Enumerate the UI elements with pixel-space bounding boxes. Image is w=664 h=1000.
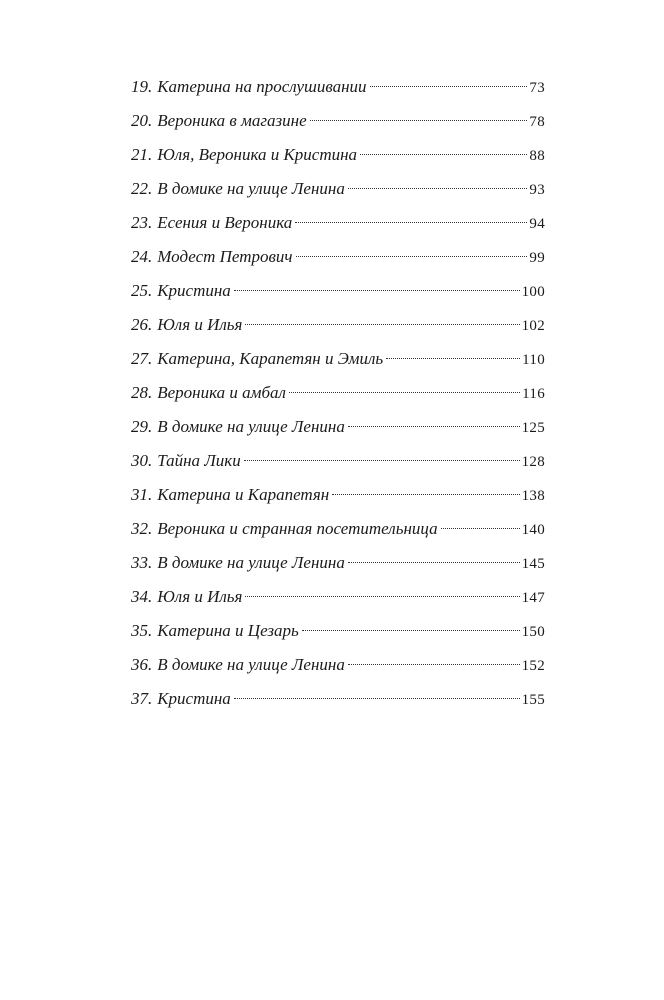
page-number: 128 (521, 454, 545, 470)
dot-leader (348, 562, 520, 563)
dot-leader (245, 596, 519, 597)
chapter-title: В домике на улице Ленина (157, 179, 345, 198)
chapter-number: 22. (131, 179, 153, 198)
page-number: 94 (529, 216, 545, 232)
chapter-title: Катерина, Карапетян и Эмиль (157, 349, 384, 368)
chapter-number: 24. (131, 247, 153, 266)
chapter-title: Вероника и странная посетительница (157, 519, 438, 538)
page-number: 155 (521, 692, 545, 708)
toc-entry-36[interactable] (131, 648, 545, 682)
toc-entry-33[interactable] (131, 546, 545, 580)
dot-leader (386, 358, 520, 359)
chapter-number: 36. (131, 655, 153, 674)
chapter-number: 25. (131, 281, 153, 300)
chapter-title: Кристина (157, 281, 231, 300)
chapter-number: 34. (131, 587, 153, 606)
chapter-number: 28. (131, 383, 153, 402)
toc-entry-21[interactable] (131, 138, 545, 172)
chapter-title: Юля и Илья (157, 315, 243, 334)
dot-leader (234, 698, 520, 699)
dot-leader (348, 664, 520, 665)
chapter-number: 33. (131, 553, 153, 572)
chapter-number: 20. (131, 111, 153, 130)
dot-leader (234, 290, 520, 291)
chapter-title: В домике на улице Ленина (157, 553, 345, 572)
toc-entry-29[interactable] (131, 410, 545, 444)
toc-entry-20[interactable] (131, 104, 545, 138)
toc-entry-31[interactable] (131, 478, 545, 512)
toc-entry-35[interactable] (131, 614, 545, 648)
page-number: 138 (521, 488, 545, 504)
page-number: 140 (521, 522, 545, 538)
page-number: 147 (521, 590, 545, 606)
chapter-title: Катерина и Карапетян (157, 485, 330, 504)
page-number: 99 (529, 250, 545, 266)
chapter-title: Тайна Лики (157, 451, 241, 470)
chapter-title: Юля и Илья (157, 587, 243, 606)
chapter-number: 30. (131, 451, 153, 470)
chapter-title: Есения и Вероника (157, 213, 293, 232)
chapter-number: 26. (131, 315, 153, 334)
chapter-number: 23. (131, 213, 153, 232)
dot-leader (302, 630, 520, 631)
page-number: 110 (522, 352, 545, 368)
page-number: 100 (521, 284, 545, 300)
chapter-title: В домике на улице Ленина (157, 417, 345, 436)
dot-leader (348, 426, 520, 427)
chapter-title: Кристина (157, 689, 231, 708)
toc-entry-37[interactable] (131, 682, 545, 716)
page-number: 93 (529, 182, 545, 198)
dot-leader (295, 222, 527, 223)
toc-entry-32[interactable] (131, 512, 545, 546)
dot-leader (332, 494, 519, 495)
dot-leader (310, 120, 528, 121)
chapter-title: Вероника в магазине (157, 111, 307, 130)
toc-entry-28[interactable] (131, 376, 545, 410)
chapter-number: 21. (131, 145, 153, 164)
dot-leader (360, 154, 527, 155)
chapter-number: 31. (131, 485, 153, 504)
toc-entry-26[interactable] (131, 308, 545, 342)
dot-leader (296, 256, 528, 257)
chapter-title: Вероника и амбал (157, 383, 286, 402)
toc-entry-25[interactable] (131, 274, 545, 308)
chapter-number: 37. (131, 689, 153, 708)
toc-entry-34[interactable] (131, 580, 545, 614)
table-of-contents (131, 70, 545, 716)
chapter-number: 27. (131, 349, 153, 368)
chapter-title: В домике на улице Ленина (157, 655, 345, 674)
chapter-title: Юля, Вероника и Кристина (157, 145, 358, 164)
dot-leader (441, 528, 520, 529)
page-number: 78 (529, 114, 545, 130)
page-number: 145 (521, 556, 545, 572)
toc-entry-22[interactable] (131, 172, 545, 206)
page-number: 116 (522, 386, 545, 402)
dot-leader (289, 392, 520, 393)
dot-leader (370, 86, 528, 87)
toc-entry-19[interactable] (131, 70, 545, 104)
toc-entry-23[interactable] (131, 206, 545, 240)
chapter-number: 35. (131, 621, 153, 640)
chapter-title: Катерина и Цезарь (157, 621, 299, 640)
page-number: 102 (521, 318, 545, 334)
dot-leader (245, 324, 519, 325)
page-number: 125 (521, 420, 545, 436)
toc-entry-30[interactable] (131, 444, 545, 478)
dot-leader (244, 460, 520, 461)
page-number: 150 (521, 624, 545, 640)
toc-entry-24[interactable] (131, 240, 545, 274)
page-number: 88 (529, 148, 545, 164)
chapter-number: 29. (131, 417, 153, 436)
page-number: 73 (529, 80, 545, 96)
chapter-title: Модест Петрович (157, 247, 293, 266)
chapter-title: Катерина на прослушивании (157, 77, 367, 96)
toc-entry-27[interactable] (131, 342, 545, 376)
dot-leader (348, 188, 528, 189)
page-number: 152 (521, 658, 545, 674)
chapter-number: 32. (131, 519, 153, 538)
chapter-number: 19. (131, 77, 153, 96)
